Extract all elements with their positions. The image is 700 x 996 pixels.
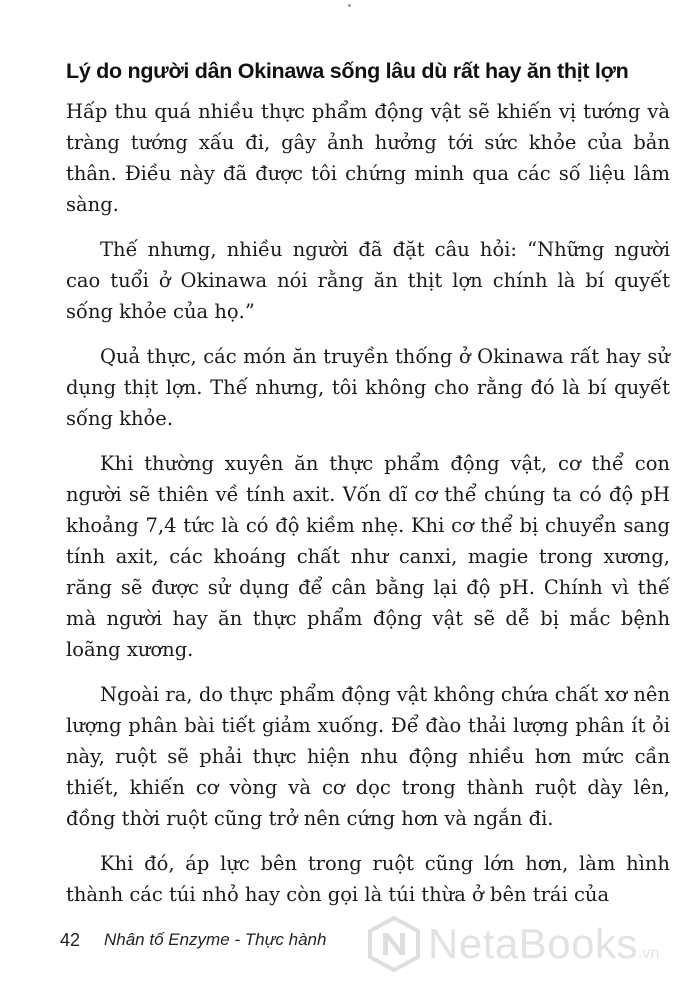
body-text (66, 96, 670, 924)
watermark-suffix: .vn (637, 945, 660, 962)
watermark (366, 914, 696, 976)
running-title: Nhân tố Enzyme - Thực hành (104, 930, 327, 949)
netabooks-logo-icon (366, 916, 422, 972)
paragraph: Quả thực, các món ăn truyền thống ở Okinawa rất hay sử dụng thịt lợn. Thế nhưng, tôi không cho rằng đó là bí quyết sống khỏe. (66, 345, 670, 430)
paragraph: Khi đó, áp lực bên trong ruột cũng lớn hơn, làm hình thành các túi nhỏ hay còn gọi là túi thừa ở bên trái của (66, 852, 670, 906)
section-heading: Lý do người dân Okinawa sống lâu dù rất hay ăn thịt lợn (66, 59, 629, 83)
paragraph: Ngoài ra, do thực phẩm động vật không chứa chất xơ nên lượng phân bài tiết giảm xuống. Để đào thải lượng phân ít ỏi này, ruột sẽ phải thực hiện nhu động nhiều hơn mức cần thiết, khiến cơ vòng và cơ dọc trong thành ruột dày lên, đồng thời ruột cũng trở nên cứng hơn và ngắn đi. (66, 683, 670, 830)
page-number: 42 (60, 930, 81, 950)
watermark-text (428, 920, 659, 978)
page-mark (348, 4, 351, 7)
paragraph: Khi thường xuyên ăn thực phẩm động vật, cơ thể con người sẽ thiên về tính axit. Vốn dĩ cơ thể chúng ta có độ pH khoảng 7,4 tức là có độ kiềm nhẹ. Khi cơ thể bị chuyển sang tính axit, các khoáng chất như canxi, magie trong xương, răng sẽ được sử dụng để cân bằng lại độ pH. Chính vì thế mà người hay ăn thực phẩm động vật sẽ dễ bị mắc bệnh loãng xương. (66, 452, 670, 661)
paragraph: Hấp thu quá nhiều thực phẩm động vật sẽ khiến vị tướng và tràng tướng xấu đi, gây ảnh hưởng tới sức khỏe của bản thân. Điều này đã được tôi chứng minh qua các số liệu lâm sàng. (66, 100, 670, 216)
paragraph: Thế nhưng, nhiều người đã đặt câu hỏi: “Những người cao tuổi ở Okinawa nói rằng ăn thịt lợn chính là bí quyết sống khỏe của họ.” (66, 238, 670, 323)
watermark-brand: NetaBooks (428, 920, 638, 967)
